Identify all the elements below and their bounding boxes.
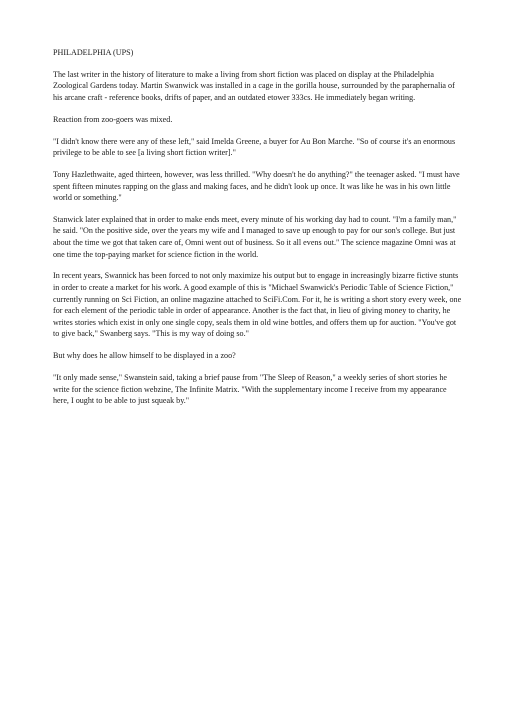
paragraph-question: But why does he allow himself to be displayed in a zoo? [53,351,236,361]
paragraph-intro: The last writer in the history of literature to make a living from short fiction was placed on display at the Philadelphia Zoological Gardens today. Martin Swanwick was installed in a cage in the gorilla house, surrounded by the paraphernalia of his arcane craft - reference books, drifts of paper, and an outdated etower 333cs. He immediately began writing. [53,69,455,102]
paragraph-stanwick-explains: Stanwick later explained that in order to make ends meet, every minute of his working day had to count. "I'm a family man," he said. "On the positive side, over the years my wife and I managed to save up enough to pay for our son's college. But just about the time we got that taken care of, Omni went out of business. So it all evens out." The science magazine Omni was at one time the top-paying market for science fiction in the world. [53,214,457,259]
paragraph-reaction: Reaction from zoo-goers was mixed. [53,114,173,124]
paragraph-hazlethwaite-quote: Tony Hazlethwaite, aged thirteen, however, was less thrilled. "Why doesn't he do anything?" the teenager asked. "I must have spent fifteen minutes rapping on the glass and making faces, and he didn't look up once. It was like he was in his own little world or something." [53,169,460,203]
dateline: PHILADELPHIA (UPS) [53,48,134,57]
paragraph-fictive-stunts: In recent years, Swannick has been forced to not only maximize his output but to engage in increasingly bizarre fictive stunts in order to create a market for his work. A good example of this is "Michael Swanwick's Periodic Table of Science Fiction," currently running on Sci Fiction, an online magazine attached to SciFi.Com. For it, he is writing a short story every week, one for each element of the periodic table in order of appearance. Another is the fact that, in lieu of giving money to charity, he writes stories which exist in only one single copy, seals them in old wine bottles, and offers them up for auction. "You've got to give back," Swanberg says. "This is my way of doing so." [53,271,462,339]
paragraph-closing-quote: "It only made sense," Swanstein said, taking a brief pause from "The Sleep of Reason," a weekly series of short stories he write for the science fiction webzine, The Infinite Matrix. "With the supplementary income I receive from my appearance here, I ought to be able to just squeak by." [53,372,447,406]
paragraph-greene-quote: "I didn't know there were any of these left," said Imelda Greene, a buyer for Au Bon Marche. "So of course it's an enormous privilege to be able to see [a living short fiction writer]." [53,136,456,158]
